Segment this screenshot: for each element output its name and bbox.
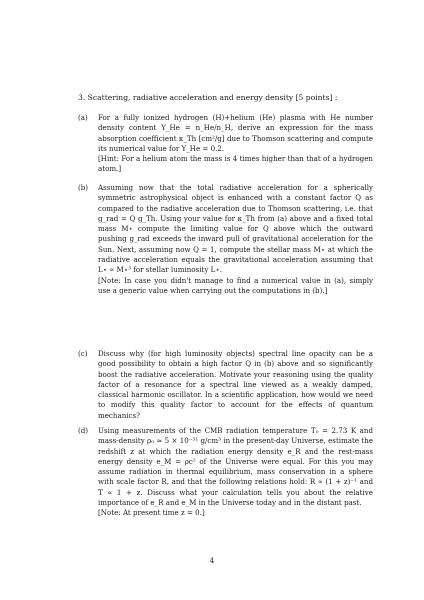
question-title: 3. Scattering, radiative acceleration and energy density [5 points] : (78, 93, 338, 102)
page-number: 4 (209, 556, 215, 565)
question-part-d (78, 426, 373, 519)
part-note: [Note: At present time z = 0.] (98, 508, 205, 518)
question-part-c (78, 349, 373, 421)
part-label: (c) (78, 349, 88, 358)
part-label: (d) (78, 426, 89, 435)
part-text: Using measurements of the CMB radiation temperature T₀ = 2.73 K and mass-density ρ₀ ≈ 5 × 10⁻³¹ g/cm³ in the present-day Universe, estimate the redshift z at which the radiation energy density e_R and the rest-mass energy density e_M = ρc² of the Universe were equal. For this you may assume radiation in thermal equilibrium, mass conservation in a sphere with scale factor R, and that the following relations hold: R ∝ (1 + z)⁻¹ and T ∝ 1 + z. Discuss what your calculation tells you about the relative importance of e_R and e_M in the Universe today and in the distant past. (98, 426, 373, 508)
question-part-b (78, 183, 373, 296)
question-part-a (78, 113, 373, 175)
part-text: Assuming now that the total radiative acceleration for a spherically symmetric astrophysical object is enhanced with a constant factor Q as compared to the radiative acceleration due to Thomson scattering, i.e. that g_rad = Q g_Th. Using your value for κ_Th from (a) above and a fixed total mass M⋆ compute the limiting value for Q above which the outward pushing g_rad exceeds the inward pull of gravitational acceleration for the Sun. Next, assuming now Q = 1, compute the stellar mass M⋆ at which the radiative acceleration equals the gravitational acceleration assuming that L⋆ ∝ M⋆³ for stellar luminosity L⋆. (98, 183, 373, 275)
part-note: [Note: In case you didn't manage to find a numerical value in (a), simply use a generic value when carrying out the computations in (b).] (98, 275, 373, 295)
part-note: [Hint: For a helium atom the mass is 4 times higher than that of a hydrogen atom.] (98, 154, 373, 174)
part-label: (a) (78, 113, 88, 122)
part-label: (b) (78, 183, 89, 192)
part-text: Discuss why (for high luminosity objects) spectral line opacity can be a good possibility to obtain a high factor Q in (b) above and so significantly boost the radiative acceleration. Motivate your reasoning using the quality factor of a resonance for a spectral line viewed as a weakly damped, classical harmonic oscillator. In a scientific application, how would we need to modify this quality factor to account for the effects of quantum mechanics? (98, 349, 373, 420)
part-text: For a fully ionized hydrogen (H)+helium (He) plasma with He number density content Y_He = n_He/n_H, derive an expression for the mass absorption coefficient κ_Th [cm²/g] due to Thomson scattering and compute its numerical value for Y_He = 0.2. (98, 113, 373, 153)
